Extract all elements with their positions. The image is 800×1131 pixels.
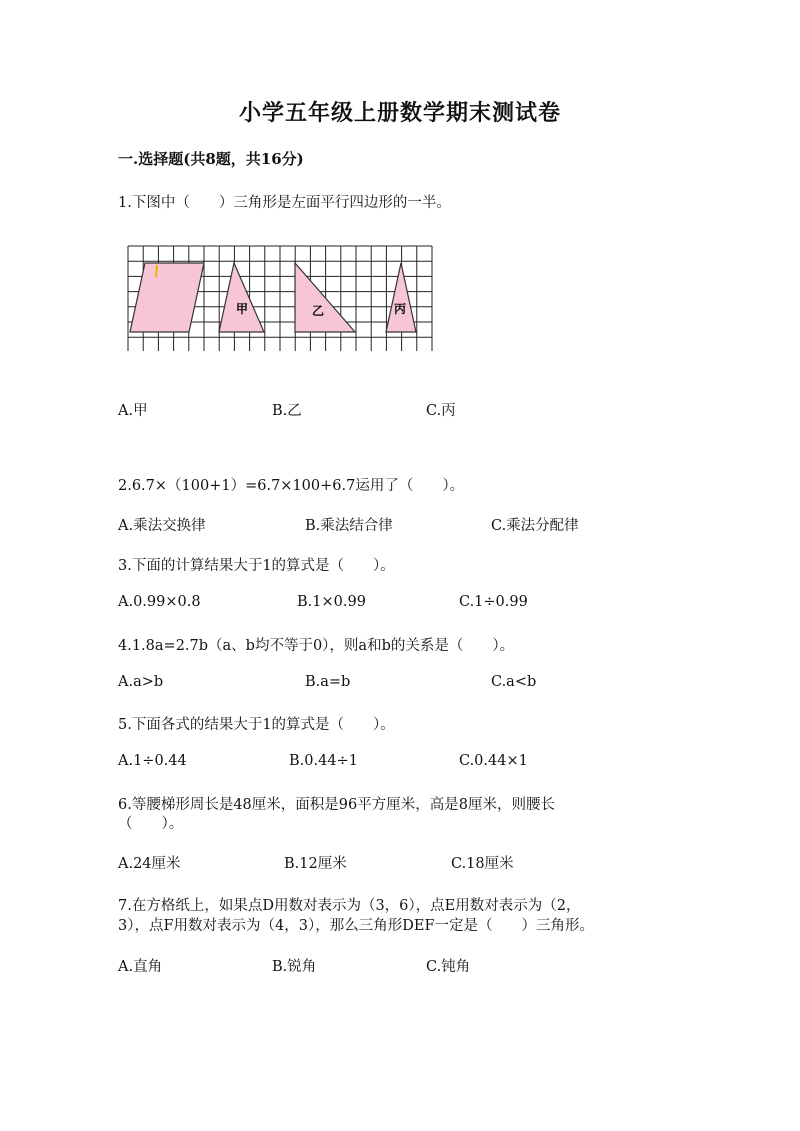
triangle-yi-shape <box>295 263 355 332</box>
question-6-stem-line-1: 6.等腰梯形周长是48厘米，面积是96平方厘米，高是8厘米，则腰长 <box>118 797 555 813</box>
q6-option-a: A.24厘米 <box>118 856 181 872</box>
q3-option-a: A.0.99×0.8 <box>118 594 201 610</box>
question-7-stem-line-1: 7.在方格纸上，如果点D用数对表示为（3，6），点E用数对表示为（2， <box>118 898 581 914</box>
label-bing: 丙 <box>394 302 407 316</box>
q1-option-c: C.丙 <box>426 403 456 419</box>
q3-option-c: C.1÷0.99 <box>459 594 528 610</box>
question-3-stem: 3.下面的计算结果大于1的算式是（ ）。 <box>118 558 395 574</box>
q1-option-b: B.乙 <box>272 403 302 419</box>
question-6-stem-line-2: （ ）。 <box>118 816 184 832</box>
question-7-stem-line-2: 3），点F用数对表示为（4，3），那么三角形DEF一定是（ ）三角形。 <box>118 918 595 934</box>
label-jia: 甲 <box>236 302 249 316</box>
triangle-bing-shape <box>386 263 416 332</box>
q3-option-b: B.1×0.99 <box>297 594 366 610</box>
q4-option-a: A.a>b <box>118 674 164 690</box>
q5-option-c: C.0.44×1 <box>459 753 528 769</box>
section-heading: 一.选择题(共8题，共16分) <box>118 150 304 168</box>
q6-option-c: C.18厘米 <box>451 856 514 872</box>
q5-option-a: A.1÷0.44 <box>118 753 187 769</box>
question-4-stem: 4.1.8a=2.7b（a、b均不等于0），则a和b的关系是（ ）。 <box>118 638 515 654</box>
q4-option-b: B.a=b <box>305 674 351 690</box>
q2-option-b: B.乘法结合律 <box>305 518 393 534</box>
triangle-jia-shape <box>219 263 264 332</box>
q6-option-b: B.12厘米 <box>284 856 347 872</box>
parallelogram-accent-mark <box>156 265 157 277</box>
label-yi: 乙 <box>312 304 325 318</box>
grid-figure <box>127 245 433 351</box>
q7-option-c: C.钝角 <box>426 959 471 975</box>
q1-option-a: A.甲 <box>118 403 148 419</box>
q5-option-b: B.0.44÷1 <box>289 753 358 769</box>
q7-option-b: B.锐角 <box>272 959 317 975</box>
q7-option-a: A.直角 <box>118 959 163 975</box>
exam-title: 小学五年级上册数学期末测试卷 <box>238 100 561 126</box>
question-5-stem: 5.下面各式的结果大于1的算式是（ ）。 <box>118 717 395 733</box>
q2-option-c: C.乘法分配律 <box>491 518 579 534</box>
q2-option-a: A.乘法交换律 <box>118 518 206 534</box>
q4-option-c: C.a<b <box>491 674 537 690</box>
question-1-stem: 1.下图中（ ）三角形是左面平行四边形的一半。 <box>118 195 451 211</box>
question-2-stem: 2.6.7×（100+1）=6.7×100+6.7运用了（ ）。 <box>118 478 465 494</box>
